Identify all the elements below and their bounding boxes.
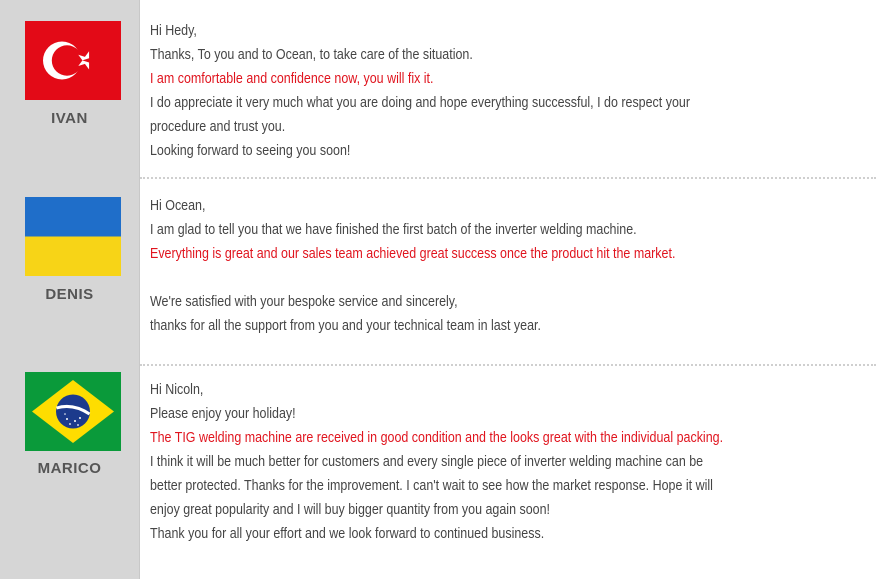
message-line: We're satisfied with your bespoke service and sincerely, [150,294,458,310]
message-highlight-line: I am comfortable and confidence now, you will fix it. [150,71,434,87]
message-line: Please enjoy your holiday! [150,406,296,422]
message-line: Hi Hedy, [150,23,197,39]
message-line: I do appreciate it very much what you are doing and hope everything successful, I do respect your [150,95,690,111]
testimonial-name-ivan: IVAN [51,110,88,127]
testimonial-message-ivan [150,19,869,163]
message-line: Thanks, To you and to Ocean, to take care of the situation. [150,47,473,63]
testimonial-name-denis: DENIS [45,286,94,303]
message-line: Hi Ocean, [150,198,206,214]
message-line: Looking forward to seeing you soon! [150,143,351,159]
testimonial-message-marico [150,378,869,546]
brazil-flag-icon [25,372,121,451]
message-line: enjoy great popularity and I will buy bigger quantity from you again soon! [150,502,550,518]
message-line: Hi Nicoln, [150,382,204,398]
message-spacer [150,266,869,290]
message-line: I think it will be much better for customers and every single piece of inverter welding machine can be [150,454,704,470]
message-line: thanks for all the support from you and your technical team in last year. [150,318,541,334]
message-line: Thank you for all your effort and we look forward to continued business. [150,526,545,542]
message-line: better protected. Thanks for the improvement. I can't wait to see how the market response. Hope it will [150,478,713,494]
testimonial-message-denis [150,194,869,338]
turkey-flag-icon [25,21,121,100]
divider [140,177,876,179]
message-highlight-line: Everything is great and our sales team achieved great success once the product hit the market. [150,246,676,262]
message-line: I am glad to tell you that we have finished the first batch of the inverter welding machine. [150,222,637,238]
ukraine-flag-icon [25,197,121,276]
message-highlight-line: The TIG welding machine are received in good condition and the looks great with the individual packing. [150,430,724,446]
testimonial-name-marico: MARICO [37,460,102,477]
message-line: procedure and trust you. [150,119,286,135]
divider [140,364,876,366]
